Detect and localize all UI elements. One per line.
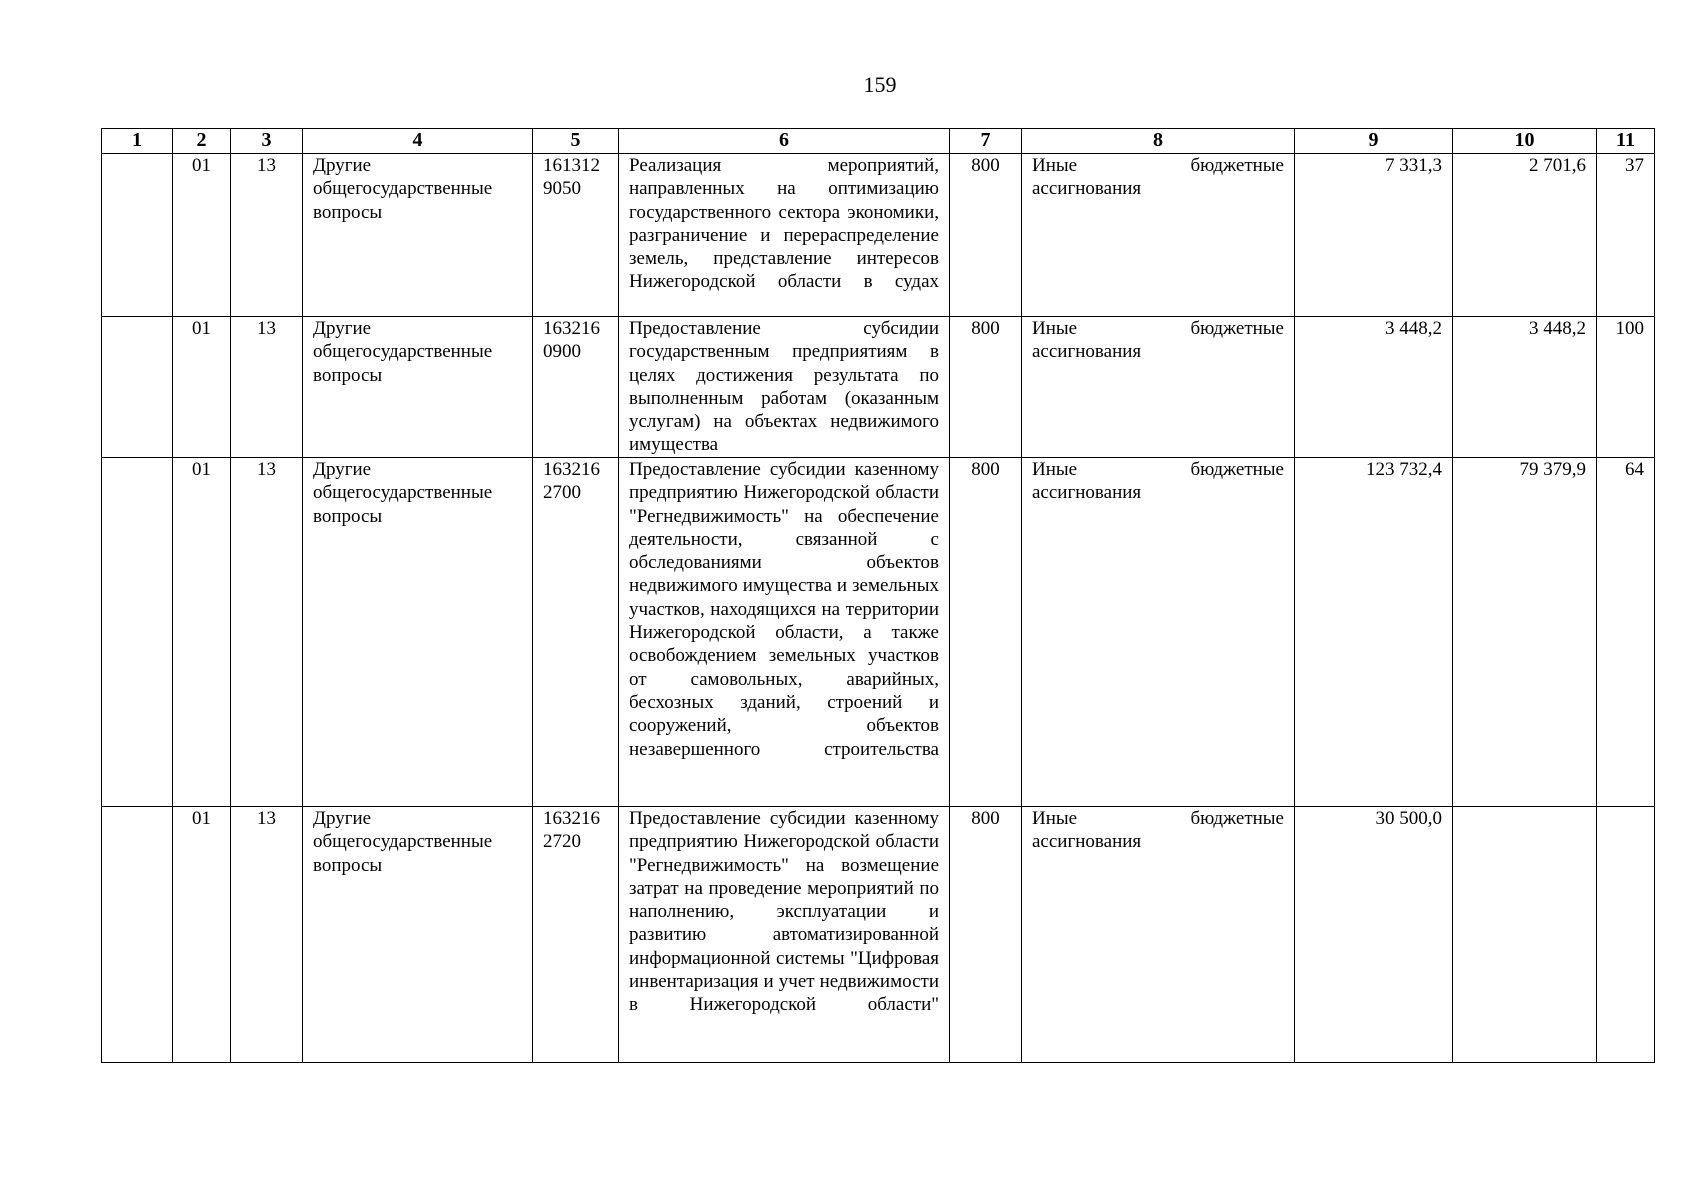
cell-col1 (102, 154, 173, 317)
cell-col1 (102, 317, 173, 458)
cell-col1 (102, 458, 173, 807)
expense-type-line1: Иные бюджетные (1032, 318, 1284, 339)
cell-percent: 64 (1597, 458, 1655, 807)
cell-section-name: Другие общегосударственные вопросы (303, 458, 533, 807)
cell-actual-amount: 3 448,2 (1453, 317, 1597, 458)
cell-target-code (533, 807, 619, 1063)
expense-type-line1: Иные бюджетные (1032, 155, 1284, 176)
col-header-4: 4 (303, 129, 533, 154)
cell-subsection: 13 (231, 807, 303, 1063)
expense-type-line2: ассигнования (1032, 178, 1142, 200)
cell-description: Предоставление субсидии казенному предприятию Нижегородской области "Регнедвижимость" на обеспечение деятельности, связанной с обследованиями объектов недвижимого имущества и земельных участков, находящихся на территории Нижегородской области, а также освобождением земельных участков от самовольных, аварийных, бесхозных зданий, строений и сооружений, объектов незавершенного строительства (619, 458, 950, 807)
col-header-7: 7 (950, 129, 1022, 154)
cell-percent: 100 (1597, 317, 1655, 458)
cell-planned-amount: 123 732,4 (1295, 458, 1453, 807)
cell-section-name: Другие общегосударственные вопросы (303, 807, 533, 1063)
cell-col1 (102, 807, 173, 1063)
cell-target-code (533, 154, 619, 317)
cell-section: 01 (173, 154, 231, 317)
target-code-part1: 161312 (543, 155, 600, 176)
cell-actual-amount: 2 701,6 (1453, 154, 1597, 317)
cell-planned-amount: 3 448,2 (1295, 317, 1453, 458)
table-row (102, 458, 1655, 807)
cell-expense-type-code: 800 (950, 317, 1022, 458)
table-body (102, 154, 1655, 1063)
cell-planned-amount: 30 500,0 (1295, 807, 1453, 1063)
page-number: 159 (863, 72, 897, 97)
cell-actual-amount (1453, 807, 1597, 1063)
col-header-3: 3 (231, 129, 303, 154)
col-header-8: 8 (1022, 129, 1295, 154)
cell-description: Предоставление субсидии государственным предприятиям в целях достижения результата по выполненным работам (оказанным услугам) на объектах недвижимого имущества (619, 317, 950, 458)
header-row (102, 129, 1655, 154)
cell-expense-type (1022, 807, 1295, 1063)
target-code-part1: 163216 (543, 459, 600, 480)
target-code-part2: 9050 (543, 178, 581, 200)
cell-section: 01 (173, 458, 231, 807)
cell-description: Реализация мероприятий, направленных на оптимизацию государственного сектора экономики, разграничение и перераспределение земель, представление интересов Нижегородской области в судах (619, 154, 950, 317)
table-row (102, 807, 1655, 1063)
target-code-part2: 0900 (543, 341, 581, 363)
expense-type-line2: ассигнования (1032, 482, 1142, 504)
cell-target-code (533, 317, 619, 458)
cell-expense-type (1022, 458, 1295, 807)
target-code-part2: 2720 (543, 831, 581, 853)
cell-percent (1597, 807, 1655, 1063)
cell-planned-amount: 7 331,3 (1295, 154, 1453, 317)
table-row (102, 154, 1655, 317)
target-code-part1: 163216 (543, 318, 600, 339)
expense-type-line2: ассигнования (1032, 341, 1142, 363)
col-header-6: 6 (619, 129, 950, 154)
cell-section: 01 (173, 807, 231, 1063)
cell-expense-type-code: 800 (950, 458, 1022, 807)
cell-expense-type (1022, 317, 1295, 458)
col-header-11: 11 (1597, 129, 1655, 154)
cell-expense-type-code: 800 (950, 154, 1022, 317)
cell-section-name: Другие общегосударственные вопросы (303, 317, 533, 458)
expense-type-line1: Иные бюджетные (1032, 808, 1284, 829)
col-header-2: 2 (173, 129, 231, 154)
cell-target-code (533, 458, 619, 807)
expense-type-line1: Иные бюджетные (1032, 459, 1284, 480)
cell-section-name: Другие общегосударственные вопросы (303, 154, 533, 317)
cell-section: 01 (173, 317, 231, 458)
budget-table (101, 128, 1655, 1063)
col-header-9: 9 (1295, 129, 1453, 154)
expense-type-line2: ассигнования (1032, 831, 1142, 853)
table-header (102, 129, 1655, 154)
cell-percent: 37 (1597, 154, 1655, 317)
col-header-1: 1 (102, 129, 173, 154)
cell-subsection: 13 (231, 317, 303, 458)
cell-actual-amount: 79 379,9 (1453, 458, 1597, 807)
target-code-part1: 163216 (543, 808, 600, 829)
target-code-part2: 2700 (543, 482, 581, 504)
cell-expense-type-code: 800 (950, 807, 1022, 1063)
col-header-5: 5 (533, 129, 619, 154)
cell-subsection: 13 (231, 154, 303, 317)
cell-expense-type (1022, 154, 1295, 317)
cell-subsection: 13 (231, 458, 303, 807)
cell-description: Предоставление субсидии казенному предприятию Нижегородской области "Регнедвижимость" на возмещение затрат на проведение мероприятий по наполнению, эксплуатации и развитию автоматизированной информационной системы "Цифровая инвентаризация и учет недвижимости в Нижегородской области" (619, 807, 950, 1063)
col-header-10: 10 (1453, 129, 1597, 154)
table-row (102, 317, 1655, 458)
